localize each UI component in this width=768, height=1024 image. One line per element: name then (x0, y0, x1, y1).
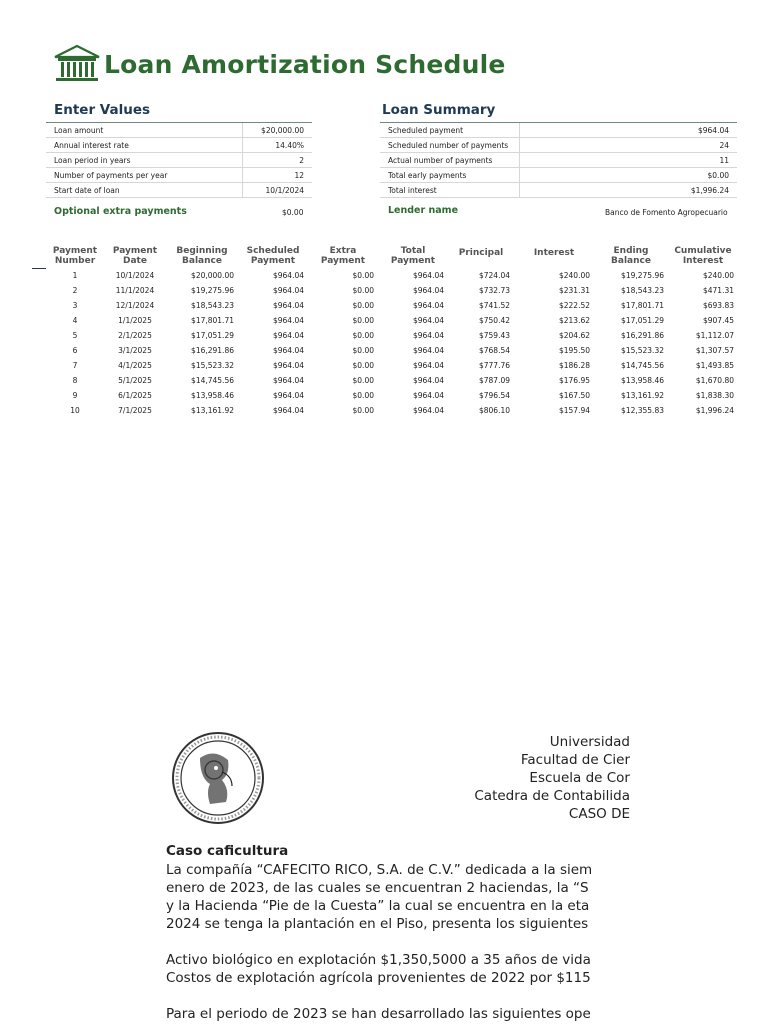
interest-cell: $157.94 (558, 406, 590, 415)
beginning-balance-cell: $13,958.46 (191, 391, 234, 400)
total-payment-cell: $964.04 (412, 331, 444, 340)
doc-subtitle: Caso caficultura (166, 843, 289, 859)
table-row (46, 138, 312, 153)
table-row (380, 168, 737, 183)
table-body (46, 268, 738, 418)
summary-label: Scheduled payment (380, 123, 519, 138)
interest-cell: $167.50 (558, 391, 590, 400)
title-bar (52, 44, 506, 84)
cumulative-interest-cell: $1,838.30 (695, 391, 734, 400)
summary-value: 11 (519, 153, 737, 168)
principal-cell: $759.43 (478, 331, 510, 340)
ending-balance-cell: $13,958.46 (621, 376, 664, 385)
enter-values-heading: Enter Values (54, 102, 151, 118)
payment-number-cell: 8 (72, 376, 78, 385)
cumulative-interest-cell: $1,112.07 (695, 331, 734, 340)
ending-balance-cell: $14,745.56 (621, 361, 664, 370)
table-row (46, 298, 738, 313)
field-value[interactable]: $20,000.00 (242, 123, 312, 138)
interest-cell: $176.95 (558, 376, 590, 385)
lender-name-value[interactable]: Banco de Fomento Agropecuario (605, 208, 728, 217)
table-row (46, 403, 738, 418)
interest-cell: $222.52 (558, 301, 590, 310)
ending-balance-cell: $19,275.96 (621, 271, 664, 280)
interest-cell: $195.50 (558, 346, 590, 355)
scheduled-payment-cell: $964.04 (272, 331, 304, 340)
payment-date-cell: 6/1/2025 (118, 391, 152, 400)
payment-number-cell: 9 (72, 391, 78, 400)
doc-paragraph-line: Costos de explotación agrícola provenientes de 2022 por $115 (166, 970, 591, 986)
total-payment-cell: $964.04 (412, 286, 444, 295)
cumulative-interest-cell: $693.83 (702, 301, 734, 310)
table-row (380, 123, 737, 138)
summary-value: $1,996.24 (519, 183, 737, 198)
ending-balance-cell: $13,161.92 (621, 391, 664, 400)
payment-number-cell: 6 (72, 346, 78, 355)
ending-balance-cell: $17,051.29 (621, 316, 664, 325)
cumulative-interest-cell: $907.45 (702, 316, 734, 325)
university-seal (170, 730, 266, 826)
scheduled-payment-cell: $964.04 (272, 286, 304, 295)
table-row (46, 358, 738, 373)
beginning-balance-cell: $14,745.56 (191, 376, 234, 385)
beginning-balance-cell: $18,543.23 (191, 301, 234, 310)
extra-payment-cell: $0.00 (352, 361, 374, 370)
extra-payment-cell: $0.00 (352, 331, 374, 340)
payment-date-cell: 1/1/2025 (118, 316, 152, 325)
principal-cell: $777.76 (478, 361, 510, 370)
extra-payment-cell: $0.00 (352, 346, 374, 355)
beginning-balance-cell: $15,523.32 (191, 361, 234, 370)
cumulative-interest-cell: $240.00 (702, 271, 734, 280)
summary-value: $964.04 (519, 123, 737, 138)
payment-date-cell: 5/1/2025 (118, 376, 152, 385)
field-label: Annual interest rate (46, 138, 242, 153)
extra-payments-value[interactable]: $0.00 (282, 208, 304, 217)
interest-cell: $240.00 (558, 271, 590, 280)
column-header: Payment Date (112, 246, 158, 266)
table-row (46, 313, 738, 328)
ending-balance-cell: $18,543.23 (621, 286, 664, 295)
doc-paragraph-line: Para el periodo de 2023 se han desarrollado las siguientes ope (166, 1006, 591, 1022)
payment-number-cell: 1 (72, 271, 78, 280)
table-row (380, 183, 737, 198)
doc-paragraph-line: La compañía “CAFECITO RICO, S.A. de C.V.” dedicada a la siem (166, 862, 593, 878)
extra-payment-cell: $0.00 (352, 391, 374, 400)
cumulative-interest-cell: $471.31 (702, 286, 734, 295)
page-title: Loan Amortization Schedule (104, 49, 506, 79)
doc-header-line: Facultad de Cier (520, 752, 630, 768)
field-label: Loan period in years (46, 153, 242, 168)
ending-balance-cell: $16,291.86 (621, 331, 664, 340)
extra-payment-cell: $0.00 (352, 301, 374, 310)
payment-date-cell: 4/1/2025 (118, 361, 152, 370)
loan-summary-table (380, 122, 737, 198)
payment-number-cell: 2 (72, 286, 78, 295)
table-row (46, 123, 312, 138)
doc-header-line: Catedra de Contabilida (474, 788, 630, 804)
total-payment-cell: $964.04 (412, 361, 444, 370)
cumulative-interest-cell: $1,307.57 (695, 346, 734, 355)
bank-icon (52, 44, 102, 84)
doc-header-line: Universidad (549, 734, 630, 750)
scheduled-payment-cell: $964.04 (272, 346, 304, 355)
extra-payment-cell: $0.00 (352, 316, 374, 325)
principal-cell: $787.09 (478, 376, 510, 385)
table-row (46, 283, 738, 298)
principal-cell: $724.04 (478, 271, 510, 280)
scheduled-payment-cell: $964.04 (272, 316, 304, 325)
scanned-document (160, 722, 630, 1024)
field-value[interactable]: 10/1/2024 (242, 183, 312, 198)
column-header: Scheduled Payment (246, 246, 300, 266)
loan-summary-heading: Loan Summary (382, 102, 496, 118)
cumulative-interest-cell: $1,670.80 (695, 376, 734, 385)
beginning-balance-cell: $13,161.92 (191, 406, 234, 415)
table-row (46, 343, 738, 358)
beginning-balance-cell: $19,275.96 (191, 286, 234, 295)
total-payment-cell: $964.04 (412, 271, 444, 280)
summary-label: Total early payments (380, 168, 519, 183)
beginning-balance-cell: $17,801.71 (191, 316, 234, 325)
summary-label: Scheduled number of payments (380, 138, 519, 153)
payment-number-cell: 10 (70, 406, 80, 415)
extra-payment-cell: $0.00 (352, 376, 374, 385)
interest-cell: $231.31 (558, 286, 590, 295)
ending-balance-cell: $12,355.83 (621, 406, 664, 415)
payment-date-cell: 12/1/2024 (115, 301, 155, 310)
column-header: Principal (458, 248, 504, 258)
beginning-balance-cell: $20,000.00 (191, 271, 234, 280)
column-header: Total Payment (390, 246, 436, 266)
payment-date-cell: 10/1/2024 (115, 271, 155, 280)
scheduled-payment-cell: $964.04 (272, 376, 304, 385)
payment-number-cell: 4 (72, 316, 78, 325)
column-header: Cumulative Interest (674, 246, 732, 266)
beginning-balance-cell: $16,291.86 (191, 346, 234, 355)
principal-cell: $741.52 (478, 301, 510, 310)
column-header: Extra Payment (320, 246, 366, 266)
doc-paragraph-line: y la Hacienda “Pie de la Cuesta” la cual se encuentra en la eta (166, 898, 590, 914)
table-header (46, 240, 738, 268)
payment-number-cell: 7 (72, 361, 78, 370)
cumulative-interest-cell: $1,493.85 (695, 361, 734, 370)
principal-cell: $796.54 (478, 391, 510, 400)
total-payment-cell: $964.04 (412, 406, 444, 415)
field-label: Number of payments per year (46, 168, 242, 183)
payment-date-cell: 11/1/2024 (115, 286, 155, 295)
payment-date-cell: 7/1/2025 (118, 406, 152, 415)
table-row (380, 138, 737, 153)
principal-cell: $768.54 (478, 346, 510, 355)
table-row (46, 268, 738, 283)
field-label: Loan amount (46, 123, 242, 138)
total-payment-cell: $964.04 (412, 346, 444, 355)
table-row (46, 153, 312, 168)
table-row (46, 388, 738, 403)
beginning-balance-cell: $17,051.29 (191, 331, 234, 340)
principal-cell: $750.42 (478, 316, 510, 325)
interest-cell: $186.28 (558, 361, 590, 370)
total-payment-cell: $964.04 (412, 316, 444, 325)
lender-name-label: Lender name (388, 205, 459, 216)
field-label: Start date of loan (46, 183, 242, 198)
principal-cell: $806.10 (478, 406, 510, 415)
doc-header-line: CASO DE (568, 806, 630, 822)
column-header: Payment Number (52, 246, 98, 266)
doc-paragraph-line: enero de 2023, de las cuales se encuentran 2 haciendas, la “S (166, 880, 589, 896)
scheduled-payment-cell: $964.04 (272, 271, 304, 280)
column-header: Beginning Balance (176, 246, 228, 266)
doc-header-line: Escuela de Cor (529, 770, 630, 786)
payment-number-cell: 5 (72, 331, 78, 340)
doc-paragraph-line: Activo biológico en explotación $1,350,5000 a 35 años de vida (166, 952, 591, 968)
total-payment-cell: $964.04 (412, 301, 444, 310)
field-value[interactable]: 12 (242, 168, 312, 183)
cumulative-interest-cell: $1,996.24 (695, 406, 734, 415)
extra-payments-label: Optional extra payments (54, 206, 187, 217)
scheduled-payment-cell: $964.04 (272, 406, 304, 415)
principal-cell: $732.73 (478, 286, 510, 295)
table-row (46, 168, 312, 183)
table-row (380, 153, 737, 168)
ending-balance-cell: $17,801.71 (621, 301, 664, 310)
column-header: Interest (533, 248, 575, 258)
amortization-table (46, 240, 738, 418)
summary-value: $0.00 (519, 168, 737, 183)
doc-paragraph-line: 2024 se tenga la plantación en el Piso, presenta los siguientes (166, 916, 589, 932)
payment-date-cell: 3/1/2025 (118, 346, 152, 355)
table-row (46, 373, 738, 388)
summary-value: 24 (519, 138, 737, 153)
cell-cursor-marker (32, 268, 46, 269)
summary-label: Total interest (380, 183, 519, 198)
field-value[interactable]: 2 (242, 153, 312, 168)
total-payment-cell: $964.04 (412, 391, 444, 400)
total-payment-cell: $964.04 (412, 376, 444, 385)
payment-number-cell: 3 (72, 301, 78, 310)
extra-payment-cell: $0.00 (352, 271, 374, 280)
scheduled-payment-cell: $964.04 (272, 301, 304, 310)
extra-payment-cell: $0.00 (352, 406, 374, 415)
column-header: Ending Balance (611, 246, 651, 266)
scheduled-payment-cell: $964.04 (272, 391, 304, 400)
ending-balance-cell: $15,523.32 (621, 346, 664, 355)
enter-values-table (46, 122, 312, 198)
table-row (46, 183, 312, 198)
interest-cell: $213.62 (558, 316, 590, 325)
payment-date-cell: 2/1/2025 (118, 331, 152, 340)
summary-label: Actual number of payments (380, 153, 519, 168)
field-value[interactable]: 14.40% (242, 138, 312, 153)
scheduled-payment-cell: $964.04 (272, 361, 304, 370)
interest-cell: $204.62 (558, 331, 590, 340)
extra-payment-cell: $0.00 (352, 286, 374, 295)
table-row (46, 328, 738, 343)
